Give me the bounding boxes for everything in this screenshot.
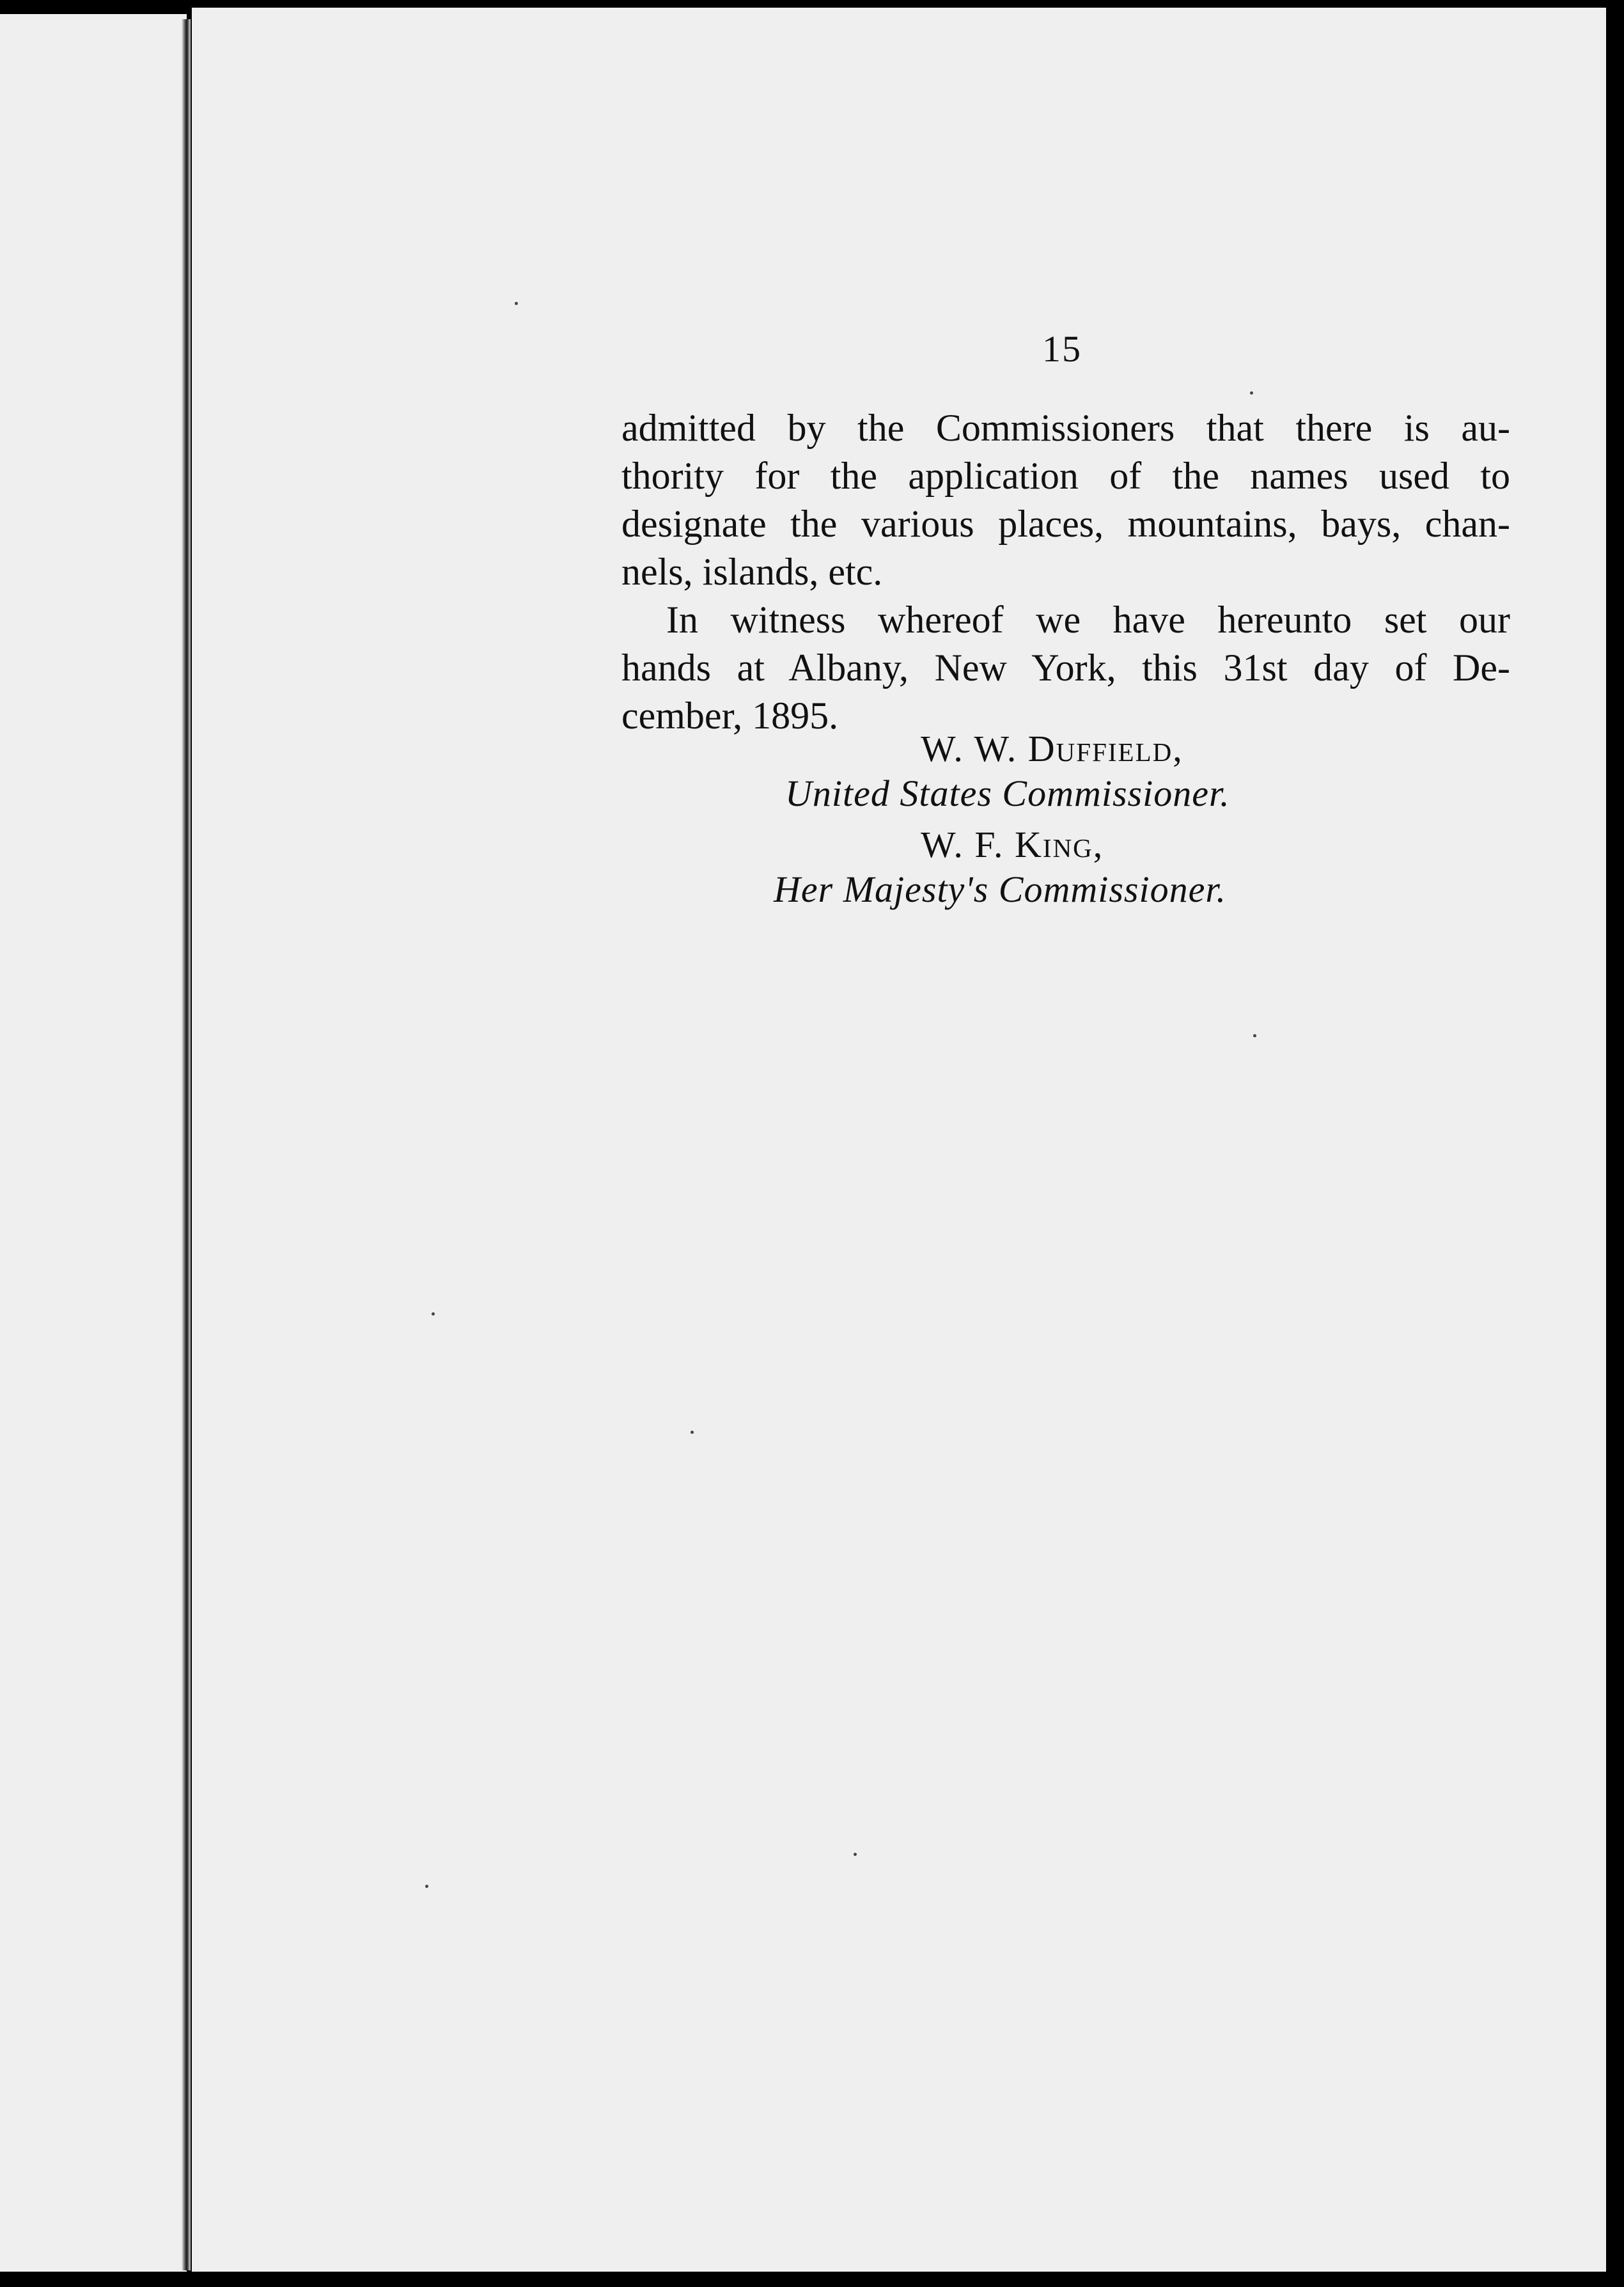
paper-speck [432, 1312, 435, 1316]
signature-name-duffield: W. W. Duffield, [921, 728, 1183, 769]
paper-speck [854, 1853, 857, 1856]
paper-speck [1250, 391, 1253, 395]
paper-speck [1253, 1034, 1256, 1037]
body-line: thority for the application of the names used to [621, 455, 1510, 497]
right-page [192, 8, 1606, 2272]
body-line: nels, islands, etc. [621, 551, 883, 593]
body-line: admitted by the Commissioners that there is au- [621, 407, 1510, 449]
paper-speck [425, 1885, 428, 1888]
body-line: designate the various places, mountains, bays, chan- [621, 503, 1510, 545]
page-number: 15 [1042, 328, 1082, 370]
body-line: In witness whereof we have hereunto set our [666, 599, 1510, 641]
left-page [0, 14, 187, 2272]
paper-speck [515, 302, 518, 305]
book-gutter [182, 19, 191, 2270]
body-text [621, 404, 1510, 740]
signature-title-king: Her Majesty's Commissioner. [774, 868, 1226, 910]
body-line: hands at Albany, New York, this 31st day of De- [621, 647, 1510, 689]
paper-speck [691, 1431, 694, 1434]
signature-name-king: W. F. King, [921, 824, 1104, 865]
body-line: cember, 1895. [621, 695, 839, 737]
signature-title-duffield: United States Commissioner. [785, 773, 1230, 814]
